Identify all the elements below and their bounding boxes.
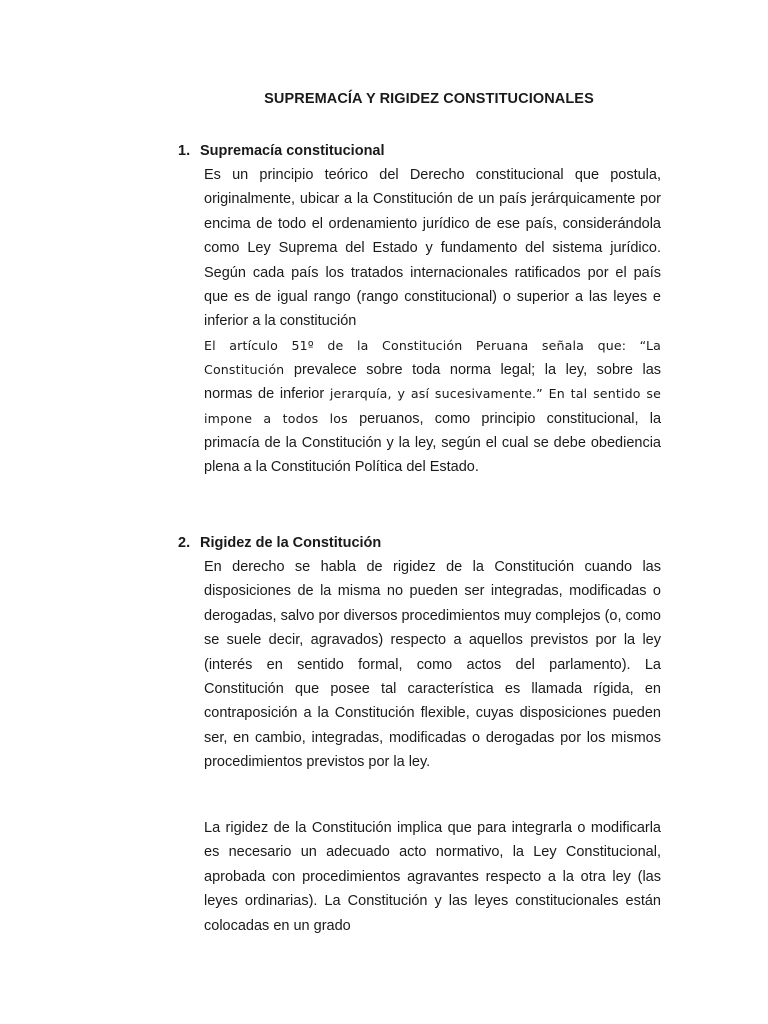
section-2-paragraph-1: En derecho se habla de rigidez de la Constitución cuando las disposiciones de la misma no pueden ser integradas, modificadas o derogadas, salvo por diversos procedimientos muy complejos (o, como se suele decir, agravados) respecto a aquellos previstos por la ley (interés en sentido formal, como actos del parlamento). La Constitución que posee tal característica es llamada rígida, en contraposición a la Constitución flexible, cuyas disposiciones pueden ser, en cambio, integradas, modificadas o derogadas por los mismos procedimientos previstos por la ley. [204,559,661,771]
section-2-number: 2. [178,535,191,551]
section-1-title: Supremacía constitucional [200,143,385,159]
section-1-paragraph-1: Es un principio teórico del Derecho constitucional que postula, originalmente, ubicar a la Constitución de un país jerárquicamente por encima de todo el ordenamiento jurídico de ese país, considerándola como Ley Suprema del Estado y fundamento del sistema jurídico. Según cada país los tratados internacionales ratificados por el país que es de igual rango (rango constitucional) o superior a las leyes e inferior a la constitución [204,167,661,330]
quote-rest: peruanos, como principio constitucional, la primacía de la Constitución y la ley, según el cual se debe obediencia plena a la Constitución Política del Estado. [204,410,662,476]
section-2-heading [178,535,381,551]
quote-line-3: jerarquía, y así sucesivamente.” En tal sentido se impone a todos los [204,386,661,426]
section-2-paragraph-2: La rigidez de la Constitución implica que para integrarla o modificarla es necesario un adecuado acto normativo, la Ley Constitucional, aprobada con procedimientos agravantes respecto a la otra ley (las leyes ordinarias). La Constitución y las leyes constitucionales están colocadas en un grado [204,820,661,934]
document-title: SUPREMACÍA Y RIGIDEZ CONSTITUCIONALES [264,91,594,107]
quote-line-2: prevalece sobre toda norma legal; la ley, sobre las normas de inferior [204,362,662,403]
section-1-number: 1. [178,143,191,159]
quote-lead: El artículo 51º de la Constitución Peruana señala que: “La Constitución [204,338,661,378]
section-1-heading [178,143,385,159]
section-1-quote-paragraph [204,334,661,479]
section-2-title: Rigidez de la Constitución [200,535,382,551]
